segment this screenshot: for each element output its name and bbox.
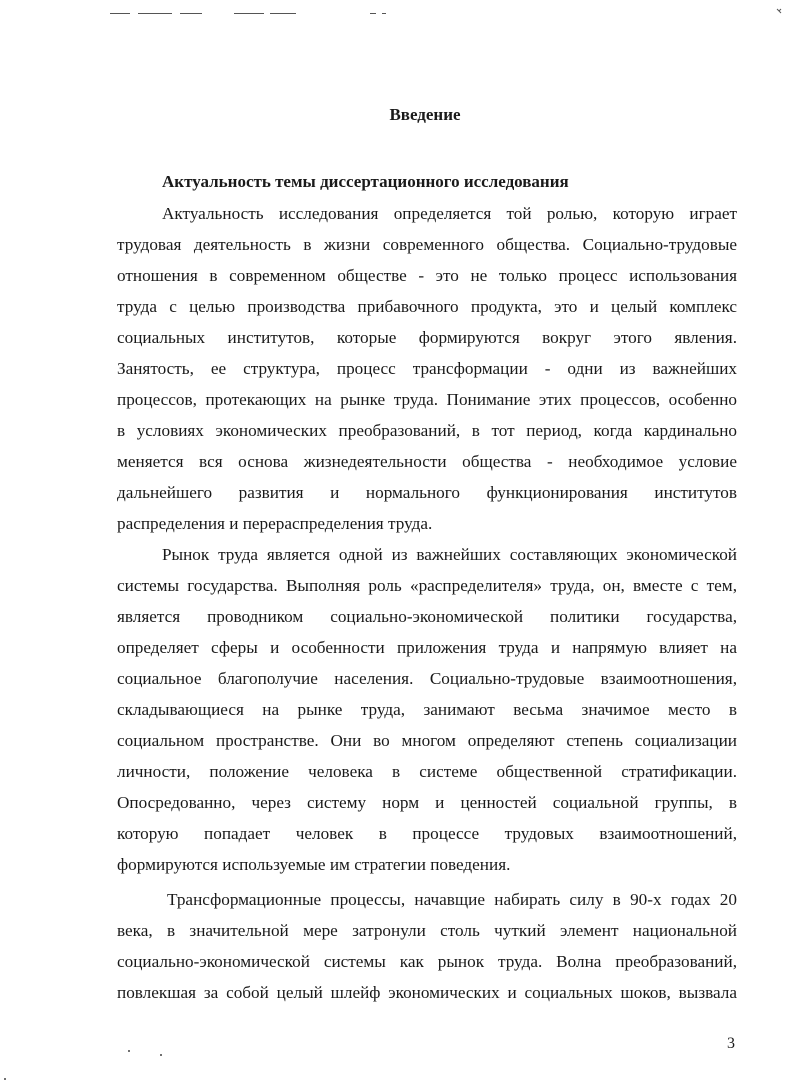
page-heading: Введение [389, 105, 461, 124]
scan-mark [180, 13, 202, 14]
scan-speck [160, 1054, 162, 1056]
text-line: повлекшая за собой целый шлейф экономических и социальных шоков, вызвала [117, 983, 737, 1002]
text-line: Опосредованно, через систему норм и ценностей социальной группы, в [117, 793, 737, 812]
text-line: отношения в современном обществе - это не только процесс использования [117, 266, 737, 285]
text-line: определяет сферы и особенности приложения труда и напрямую влияет на [117, 638, 737, 657]
text-line: дальнейшего развития и нормального функционирования институтов [117, 483, 737, 502]
paragraph [117, 884, 737, 1008]
scan-speck [4, 1078, 6, 1080]
text-line: социальное благополучие населения. Социально-трудовые взаимоотношения, [117, 669, 737, 688]
text-line: является проводником социально-экономической политики государства, [117, 607, 737, 626]
text-line: труда с целью производства прибавочного продукта, это и целый комплекс [117, 297, 737, 316]
text-line: процессов, протекающих на рынке труда. Понимание этих процессов, особенно [117, 390, 737, 409]
text-line: социальных институтов, которые формируются вокруг этого явления. [117, 328, 737, 347]
text-line: Занятость, ее структура, процесс трансформации - одни из важнейших [117, 359, 737, 378]
paragraph [117, 539, 737, 880]
text-line: социально-экономической системы как рынок труда. Волна преобразований, [117, 952, 737, 971]
scan-artifact-marks [110, 10, 400, 16]
text-line: века, в значительной мере затронули столь чуткий элемент национальной [117, 921, 737, 940]
text-line: складывающиеся на рынке труда, занимают весьма значимое место в [117, 700, 737, 719]
text-line: распределения и перераспределения труда. [117, 514, 433, 533]
scan-mark [270, 13, 296, 14]
text-line: меняется вся основа жизнедеятельности общества - необходимое условие [117, 452, 737, 471]
corner-tick-mark [776, 8, 782, 14]
section-subheading: Актуальность темы диссертационного исследования [162, 172, 569, 191]
text-line: формируются используемые им стратегии поведения. [117, 855, 511, 874]
scan-mark [382, 13, 386, 14]
paragraph [117, 198, 737, 539]
text-line: социальном пространстве. Они во многом определяют степень социализации [117, 731, 737, 750]
text-line: в условиях экономических преобразований, в тот период, когда кардинально [117, 421, 737, 440]
scan-mark [138, 13, 172, 14]
text-line: Рынок труда является одной из важнейших составляющих экономической [162, 545, 737, 564]
body-text [117, 198, 737, 1008]
scan-mark [110, 13, 130, 14]
scan-mark [370, 13, 376, 14]
scan-mark [234, 13, 264, 14]
text-line: системы государства. Выполняя роль «распределителя» труда, он, вместе с тем, [117, 576, 737, 595]
text-line: Актуальность исследования определяется той ролью, которую играет [162, 204, 737, 223]
text-line: трудовая деятельность в жизни современного общества. Социально-трудовые [117, 235, 737, 254]
text-line: которую попадает человек в процессе трудовых взаимоотношений, [117, 824, 737, 843]
text-line: личности, положение человека в системе общественной стратификации. [117, 762, 737, 781]
scan-speck [128, 1050, 130, 1052]
text-line: Трансформационные процессы, начавщие набирать силу в 90-х годах 20 [167, 890, 737, 909]
page-number: 3 [727, 1035, 735, 1052]
